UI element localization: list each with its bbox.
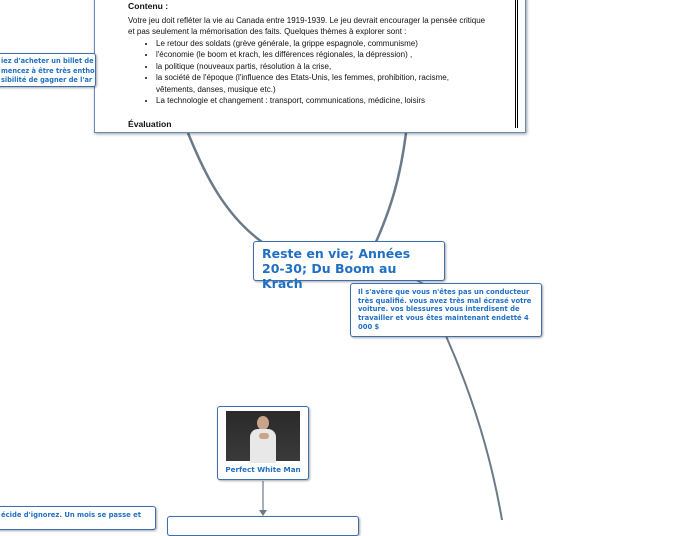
- node-bottom-mid[interactable]: [167, 516, 359, 536]
- link-doc-left: [188, 133, 262, 242]
- doc-intro: Votre jeu doit refléter la vie au Canada entre 1919-1939. Le jeu devrait encourager la pensée critique et pas seulement la mémorisation des faits. Quelques thèmes à explorer sont :: [128, 15, 486, 36]
- node-perfect-white-man[interactable]: [217, 406, 309, 480]
- link-doc-right: [376, 133, 406, 242]
- node-bottom-left[interactable]: [0, 506, 156, 530]
- doc-cut-heading: Évaluation: [128, 119, 172, 129]
- doc-bullet: • la société de l'époque (l'influence des Etats-Unis, les femmes, prohibition, racisme, vêtements, danses, musique etc.): [156, 72, 488, 95]
- doc-bullet: • La technologie et changement : transport, communications, médicine, loisirs: [156, 95, 488, 107]
- central-topic-node[interactable]: [253, 241, 445, 291]
- doc-heading: Contenu :: [128, 1, 169, 11]
- document-image-node[interactable]: [94, 0, 526, 133]
- doc-bullet: • Le retour des soldats (grève générale, la grippe espagnole, communisme): [156, 38, 488, 50]
- doc-margin-line: [517, 0, 518, 128]
- link-right-down: [446, 336, 502, 520]
- node-left-top[interactable]: iez d'acheter un billet de mencez à être très entho sibilité de gagner de l'ar: [0, 53, 96, 87]
- central-topic-text: Reste en vie; Années 20-30; Du Boom au Krach: [262, 246, 411, 291]
- doc-margin-line: [515, 0, 516, 128]
- image-caption: Perfect White Man: [225, 465, 301, 474]
- doc-bullet-list: [128, 38, 488, 107]
- node-bottom-left-text: écide d'ignorez. Un mois se passe et: [1, 511, 141, 519]
- node-car-accident-text: Il s'avère que vous n'êtes pas un conducteur très qualifié. vous avez très mal écrasé votre voiture. vos blessures vous interdisent de travailler et vous êtes maintenant endetté 4 000 $: [358, 288, 532, 331]
- doc-bullet: • l'économie (le boom et krach, les différences régionales, la dépression) ,: [156, 49, 488, 61]
- person-photo-icon: [226, 411, 300, 461]
- doc-bullet: • la politique (nouveaux partis, résolution à la crise,: [156, 61, 488, 73]
- node-car-accident[interactable]: [350, 283, 542, 337]
